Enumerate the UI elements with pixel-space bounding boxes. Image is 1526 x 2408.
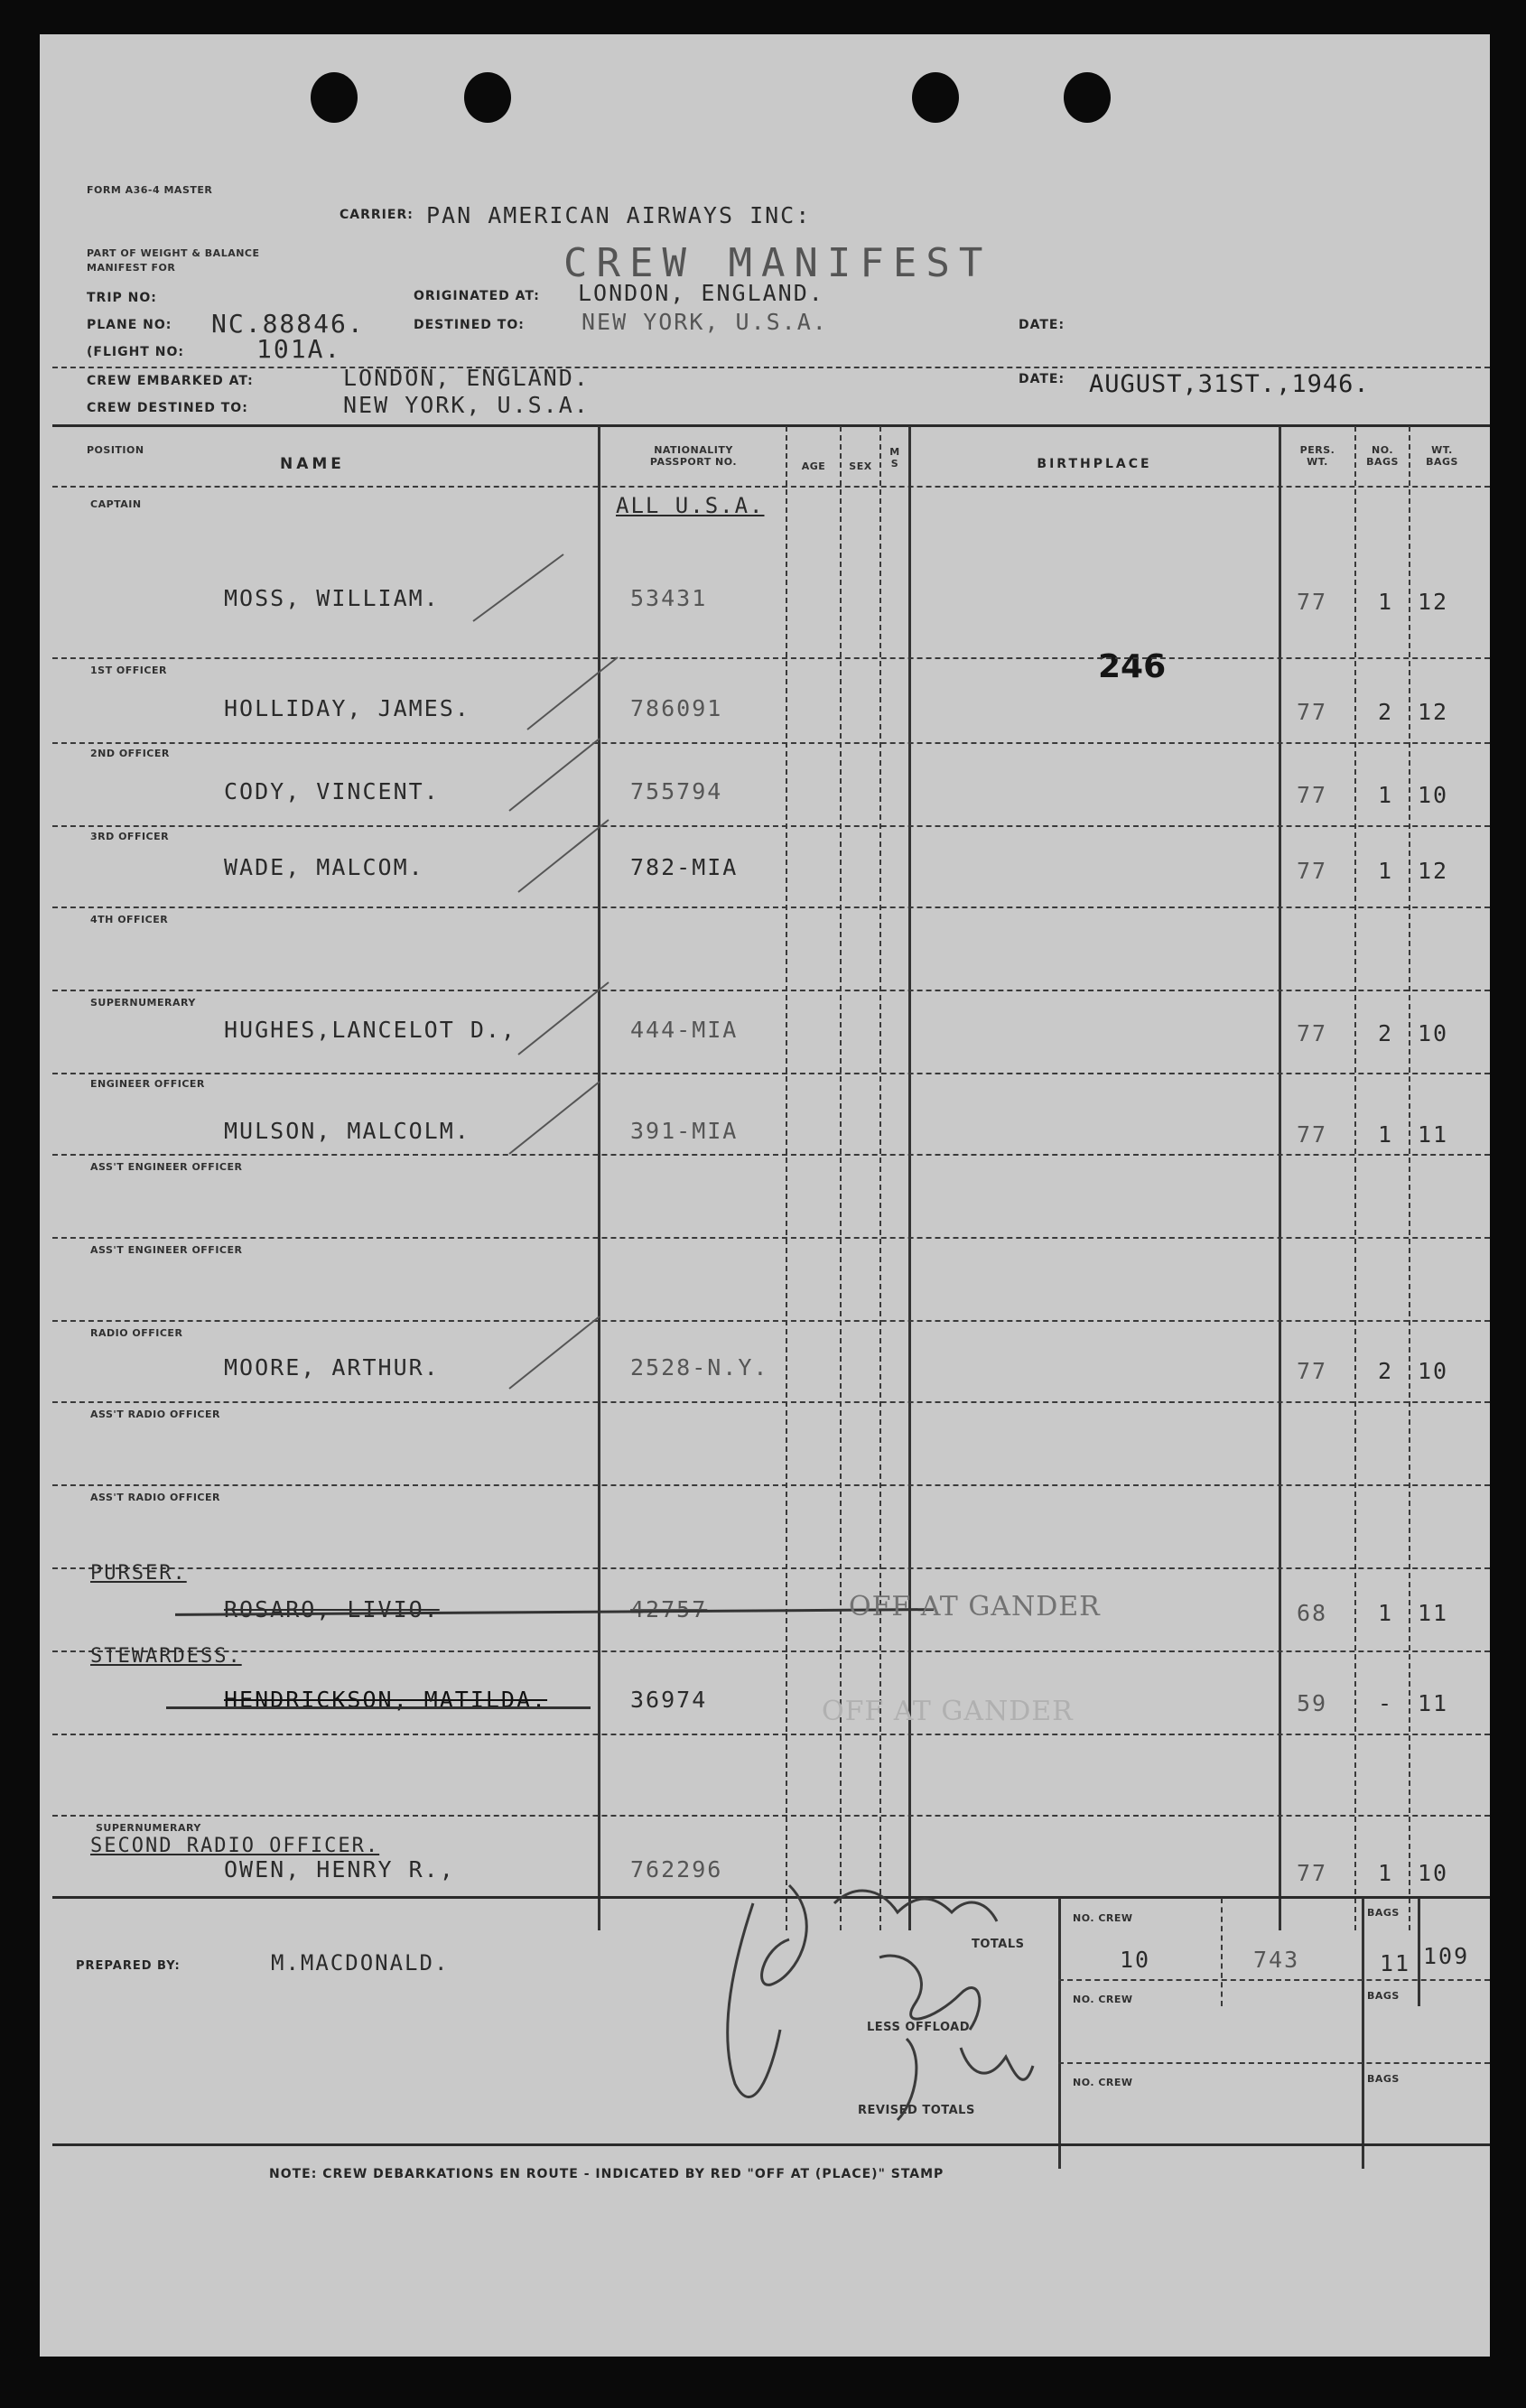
crew-no-bags: 2 (1378, 1358, 1394, 1384)
crew-no-bags: 1 (1378, 1121, 1394, 1148)
crew-passport: 53431 (630, 585, 708, 611)
position-asst-engineer-2: ASS'T ENGINEER OFFICER (90, 1244, 243, 1256)
crew-no-bags: 2 (1378, 699, 1394, 725)
crew-no-bags: 2 (1378, 1020, 1394, 1046)
row-rule (52, 906, 1490, 908)
crew-no-bags: 1 (1378, 858, 1394, 884)
position-stewardess: STEWARDESS. (90, 1645, 242, 1668)
header-nationality: NATIONALITY PASSPORT NO. (649, 444, 738, 468)
crew-wt-bags: 10 (1418, 782, 1449, 808)
row-rule (52, 1154, 1490, 1156)
totals-label: TOTALS (972, 1938, 1025, 1951)
page-title: CREW MANIFEST (563, 240, 992, 286)
position-third-officer: 3RD OFFICER (90, 831, 170, 842)
footer-note: NOTE: CREW DEBARKATIONS EN ROUTE - INDICATED BY RED "OFF AT (PLACE)" STAMP (269, 2167, 944, 2181)
header-pers-wt: PERS. WT. (1299, 444, 1335, 468)
crew-name: CODY, VINCENT. (224, 778, 440, 804)
crew-pers-wt: 77 (1297, 1860, 1328, 1886)
crew-pers-wt: 77 (1297, 858, 1328, 884)
bags-label: BAGS (1367, 1990, 1400, 2002)
crew-wt-bags: 12 (1418, 858, 1449, 884)
page-number: 246 (1098, 648, 1167, 685)
crew-destined: NEW YORK, U.S.A. (343, 392, 590, 418)
check-mark (500, 730, 609, 820)
crew-pers-wt: 77 (1297, 1020, 1328, 1046)
crew-pers-wt: 59 (1297, 1690, 1328, 1716)
trip-no-label: TRIP NO: (87, 291, 157, 305)
crew-name: OWEN, HENRY R., (224, 1856, 455, 1883)
crew-name: ROSARO, LIVIO. (224, 1596, 440, 1622)
bags-label: BAGS (1367, 1907, 1400, 1919)
total-bags: 11 (1380, 1950, 1411, 1976)
col-line (1279, 426, 1281, 1930)
destined-label: DESTINED TO: (414, 318, 525, 332)
col-line (786, 426, 787, 1930)
crew-wt-bags: 11 (1418, 1121, 1449, 1148)
originated-label: ORIGINATED AT: (414, 289, 540, 303)
crew-name: HOLLIDAY, JAMES. (224, 695, 470, 721)
row-rule (52, 1320, 1490, 1322)
row-rule (52, 990, 1490, 991)
plane-no: NC.88846. (211, 309, 365, 339)
position-supernumerary-2: SUPERNUMERARY (96, 1822, 201, 1834)
row-rule (52, 657, 1490, 659)
totals-divider (1418, 1898, 1420, 2006)
totals-divider (1221, 1898, 1223, 2006)
punch-hole (1064, 72, 1111, 123)
crew-passport: 755794 (630, 778, 723, 804)
revised-totals-label: REVISED TOTALS (858, 2104, 975, 2117)
check-mark (464, 549, 572, 639)
crew-passport: 391-MIA (630, 1118, 739, 1144)
header-rule (52, 486, 1490, 488)
crew-wt-bags: 10 (1418, 1020, 1449, 1046)
flight-no-label: (FLIGHT NO: (87, 345, 184, 359)
crew-passport: 2528-N.Y. (630, 1354, 769, 1381)
crew-pers-wt: 77 (1297, 699, 1328, 725)
crew-wt-bags: 10 (1418, 1860, 1449, 1886)
crew-pers-wt: 77 (1297, 1358, 1328, 1384)
crew-embarked: LONDON, ENGLAND. (343, 365, 590, 391)
header-no-bags: NO. BAGS (1366, 444, 1399, 468)
row-rule (52, 1734, 1490, 1735)
row-rule (52, 1567, 1490, 1569)
position-asst-radio-1: ASS'T RADIO OFFICER (90, 1409, 220, 1420)
crew-name: MOORE, ARTHUR. (224, 1354, 440, 1381)
totals-rule (1058, 2062, 1490, 2064)
crew-passport: 42757 (630, 1596, 708, 1622)
punch-hole (311, 72, 358, 123)
crew-no-bags: 1 (1378, 1860, 1394, 1886)
no-crew-label: NO. CREW (1073, 2077, 1133, 2088)
header-age: AGE (801, 460, 826, 472)
crew-passport: 444-MIA (630, 1017, 739, 1043)
manifest-sheet (40, 34, 1490, 2357)
crew-pers-wt: 68 (1297, 1600, 1328, 1626)
position-fourth-officer: 4TH OFFICER (90, 914, 169, 925)
handwritten-signature (699, 1849, 1078, 2156)
part-of-line1: PART OF WEIGHT & BALANCE (87, 247, 260, 259)
crew-pers-wt: 77 (1297, 1121, 1328, 1148)
row-rule (52, 1484, 1490, 1486)
header-sex: SEX (849, 460, 872, 472)
less-offload-label: LESS OFFLOAD (867, 2021, 971, 2034)
position-radio-officer: RADIO OFFICER (90, 1327, 183, 1339)
date-label: DATE: (1019, 372, 1065, 386)
no-crew-label: NO. CREW (1073, 1994, 1133, 2005)
crew-passport: 762296 (630, 1856, 723, 1883)
no-crew-label: NO. CREW (1073, 1912, 1133, 1924)
row-rule (52, 1650, 1490, 1652)
off-at-gander-stamp: OFF AT GANDER (849, 1591, 1101, 1622)
carrier-label: CARRIER: (340, 208, 414, 222)
part-of-line2: MANIFEST FOR (87, 262, 176, 274)
check-mark (500, 1073, 609, 1163)
plane-no-label: PLANE NO: (87, 318, 172, 332)
position-supernumerary: SUPERNUMERARY (90, 997, 196, 1009)
position-captain: CAPTAIN (90, 498, 142, 510)
crew-destined-label: CREW DESTINED TO: (87, 401, 248, 415)
strike-line (166, 1706, 591, 1709)
row-rule (52, 825, 1490, 827)
totals-divider (1362, 1898, 1364, 2169)
header-wt-bags: WT. BAGS (1426, 444, 1458, 468)
carrier: PAN AMERICAN AIRWAYS INC: (426, 202, 812, 228)
row-rule (52, 742, 1490, 744)
row-rule (52, 1815, 1490, 1817)
crew-wt-bags: 11 (1418, 1600, 1449, 1626)
crew-name: HUGHES,LANCELOT D., (224, 1017, 516, 1043)
crew-pers-wt: 77 (1297, 782, 1328, 808)
flight-no: 101A. (256, 334, 342, 364)
prepared-by: M.MACDONALD. (271, 1950, 450, 1976)
crew-passport: 786091 (630, 695, 723, 721)
position-asst-engineer-1: ASS'T ENGINEER OFFICER (90, 1161, 243, 1173)
header-name: NAME (280, 455, 345, 473)
check-mark (509, 811, 618, 901)
header-ms: M S (889, 446, 900, 470)
col-line (1354, 426, 1356, 1930)
row-rule (52, 1073, 1490, 1074)
position-second-radio-officer: SECOND RADIO OFFICER. (90, 1835, 380, 1857)
header-position: POSITION (87, 444, 144, 456)
off-at-gander-stamp: OFF AT GANDER (822, 1696, 1074, 1727)
position-first-officer: 1ST OFFICER (90, 665, 167, 676)
date-label-top: DATE: (1019, 318, 1065, 332)
position-purser: PURSER. (90, 1562, 187, 1585)
crew-no-bags: 1 (1378, 589, 1394, 615)
position-engineer-officer: ENGINEER OFFICER (90, 1078, 205, 1090)
crew-passport: 36974 (630, 1687, 708, 1713)
punch-hole (912, 72, 959, 123)
crew-name: MULSON, MALCOLM. (224, 1118, 470, 1144)
crew-wt-bags: 10 (1418, 1358, 1449, 1384)
col-line (1409, 426, 1410, 1930)
originated: LONDON, ENGLAND. (578, 280, 824, 306)
check-mark (500, 1307, 609, 1398)
crew-name: HENDRICKSON, MATILDA. (224, 1687, 548, 1713)
total-bag-weight: 109 (1423, 1943, 1470, 1969)
crew-no-bags: 1 (1378, 782, 1394, 808)
form-number: FORM A36-4 MASTER (87, 184, 213, 196)
crew-name: MOSS, WILLIAM. (224, 585, 440, 611)
crew-no-bags: 1 (1378, 1600, 1394, 1626)
crew-wt-bags: 11 (1418, 1690, 1449, 1716)
destined: NEW YORK, U.S.A. (582, 309, 828, 335)
bags-label: BAGS (1367, 2073, 1400, 2085)
nationality-all: ALL U.S.A. (616, 493, 765, 518)
row-rule (52, 1237, 1490, 1239)
crew-pers-wt: 77 (1297, 589, 1328, 615)
crew-passport: 782-MIA (630, 854, 739, 880)
crew-name: WADE, MALCOM. (224, 854, 424, 880)
position-asst-radio-2: ASS'T RADIO OFFICER (90, 1492, 220, 1503)
prepared-by-label: PREPARED BY: (76, 1959, 181, 1973)
crew-wt-bags: 12 (1418, 589, 1449, 615)
total-crew: 10 (1120, 1947, 1151, 1973)
check-mark (518, 648, 627, 739)
manifest-date: AUGUST,31ST.,1946. (1089, 370, 1370, 398)
totals-rule (1058, 1979, 1490, 1981)
header-birthplace: BIRTHPLACE (1037, 457, 1152, 471)
punch-hole (464, 72, 511, 123)
total-weight: 743 (1253, 1947, 1300, 1973)
divider (52, 367, 1490, 368)
row-rule (52, 1401, 1490, 1403)
crew-no-bags: - (1378, 1690, 1394, 1716)
crew-embarked-label: CREW EMBARKED AT: (87, 374, 254, 388)
table-top-rule (52, 424, 1490, 427)
position-second-officer: 2ND OFFICER (90, 748, 170, 759)
check-mark (509, 973, 618, 1064)
crew-wt-bags: 12 (1418, 699, 1449, 725)
